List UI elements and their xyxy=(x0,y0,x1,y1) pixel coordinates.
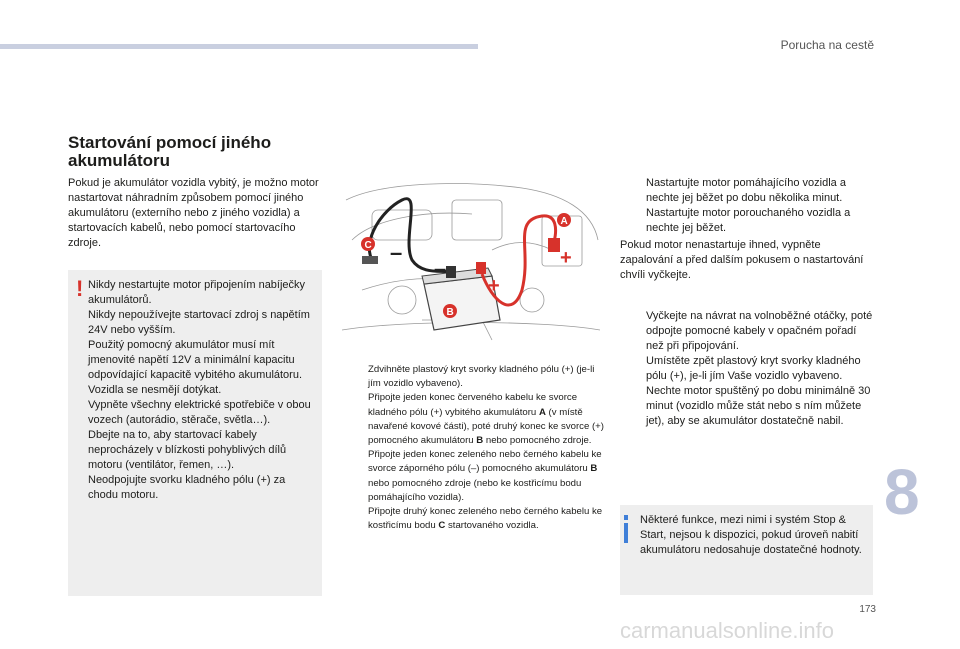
warning-line: Neodpojujte svorku kladného pólu (+) za chodu motoru. xyxy=(88,474,286,501)
list-item: Vyčkejte na návrat na volnoběžné otáčky, poté odpojte pomocné kabely v opačném pořadí než při připojování. xyxy=(646,310,873,352)
chapter-number: 8 xyxy=(884,456,920,528)
watermark-text: carmanualsonline.info xyxy=(620,618,835,643)
plus-sign: + xyxy=(488,275,500,297)
label-a: A xyxy=(560,216,568,227)
clamp-c xyxy=(362,256,378,264)
minus-sign: – xyxy=(434,256,447,281)
list-item: Nastartujte motor pomáhajícího vozidla a nechte jej běžet po dobu několika minut. xyxy=(646,177,846,204)
jump-start-illustration xyxy=(342,180,600,352)
clamp-b-minus xyxy=(446,266,456,278)
warning-line: Vozidla se nesmějí dotýkat. xyxy=(88,384,222,396)
list-item: Zdvihněte plastový kryt svorky kladného pólu (+) (je-li jím vozidlo vybaveno). xyxy=(368,364,595,390)
list-item: Připojte jeden konec zeleného nebo černého kabelu ke svorce záporného pólu (–) pomocného akumulátoru B nebo pomocného zdroje (nebo ke kostřicímu bodu pomáhajícího vozidla). xyxy=(368,449,602,503)
warning-line: Nikdy nestartujte motor připojením nabíječky akumulátorů. xyxy=(88,279,306,306)
retry-paragraph: Pokud motor nenastartuje ihned, vypněte zapalování a před dalším pokusem o nastartování chvíli vyčkejte. xyxy=(620,239,864,281)
header-bar xyxy=(0,44,478,49)
start-steps xyxy=(620,176,876,236)
plus-sign: + xyxy=(560,247,572,269)
minus-sign: – xyxy=(390,240,403,265)
list-item: Připojte jeden konec červeného kabelu ke svorce kladného pólu (+) vybitého akumulátoru A (v místě navařené kovové části), poté druhý konec ke svorce (+) pomocného akumulátoru B nebo pomocného zdroje. xyxy=(368,392,604,447)
warning-line: Použitý pomocný akumulátor musí mít jmenovité napětí 12V a minimální kapacitu odpovídající kapacitě vybitého akumulátoru. xyxy=(88,339,303,381)
connection-steps xyxy=(342,363,604,533)
page-number: 173 xyxy=(859,604,876,615)
page-title: Startování pomocí jiného akumulátoru xyxy=(68,133,272,170)
list-item: Nechte motor spuštěný po dobu minimálně 30 minut (vozidlo může stát nebo s ním můžete jet), aby se akumulátor dostatečně nabil. xyxy=(646,385,871,427)
warning-icon: ! xyxy=(76,276,84,301)
label-b: B xyxy=(446,307,454,318)
warning-line: Nikdy nepoužívejte startovací zdroj s napětím 24V nebo vyšším. xyxy=(88,309,310,336)
disconnect-steps xyxy=(620,309,876,429)
label-c: C xyxy=(364,240,372,251)
clamp-a xyxy=(548,238,560,252)
info-icon xyxy=(624,515,628,555)
warning-line: Dbejte na to, aby startovací kabely neprocházely v blízkosti pohyblivých dílů motoru (ventilátor, řemen, …). xyxy=(88,429,287,471)
clamp-b-plus xyxy=(476,262,486,274)
info-text: Některé funkce, mezi nimi i systém Stop & Start, nejsou k dispozici, pokud úroveň nabití akumulátoru nedosahuje dostatečné hodnoty. xyxy=(640,514,862,556)
warning-box xyxy=(68,270,322,596)
list-item: Umístěte zpět plastový kryt svorky kladného pólu (+), je-li jím Vaše vozidlo vybaveno. xyxy=(646,355,861,382)
warning-text xyxy=(88,278,318,503)
warning-line: Vypněte všechny elektrické spotřebiče v obou vozech (autorádio, stěrače, světla…). xyxy=(88,399,311,426)
intro-paragraph: Pokud je akumulátor vozidla vybitý, je možno motor nastartovat náhradním způsobem pomocí jiného akumulátoru (externího nebo z jiného vozidla) a startovacích kabelů, nebo pomocí startovacího zdroje. xyxy=(68,177,319,249)
watermark-logo xyxy=(620,618,950,644)
list-item: Připojte druhý konec zeleného nebo černého kabelu ke kostřicímu bodu C startovaného vozidla. xyxy=(368,506,603,532)
section-title: Porucha na cestě xyxy=(780,38,874,52)
list-item: Nastartujte motor porouchaného vozidla a nechte jej běžet. xyxy=(646,207,851,234)
info-box xyxy=(620,505,873,595)
